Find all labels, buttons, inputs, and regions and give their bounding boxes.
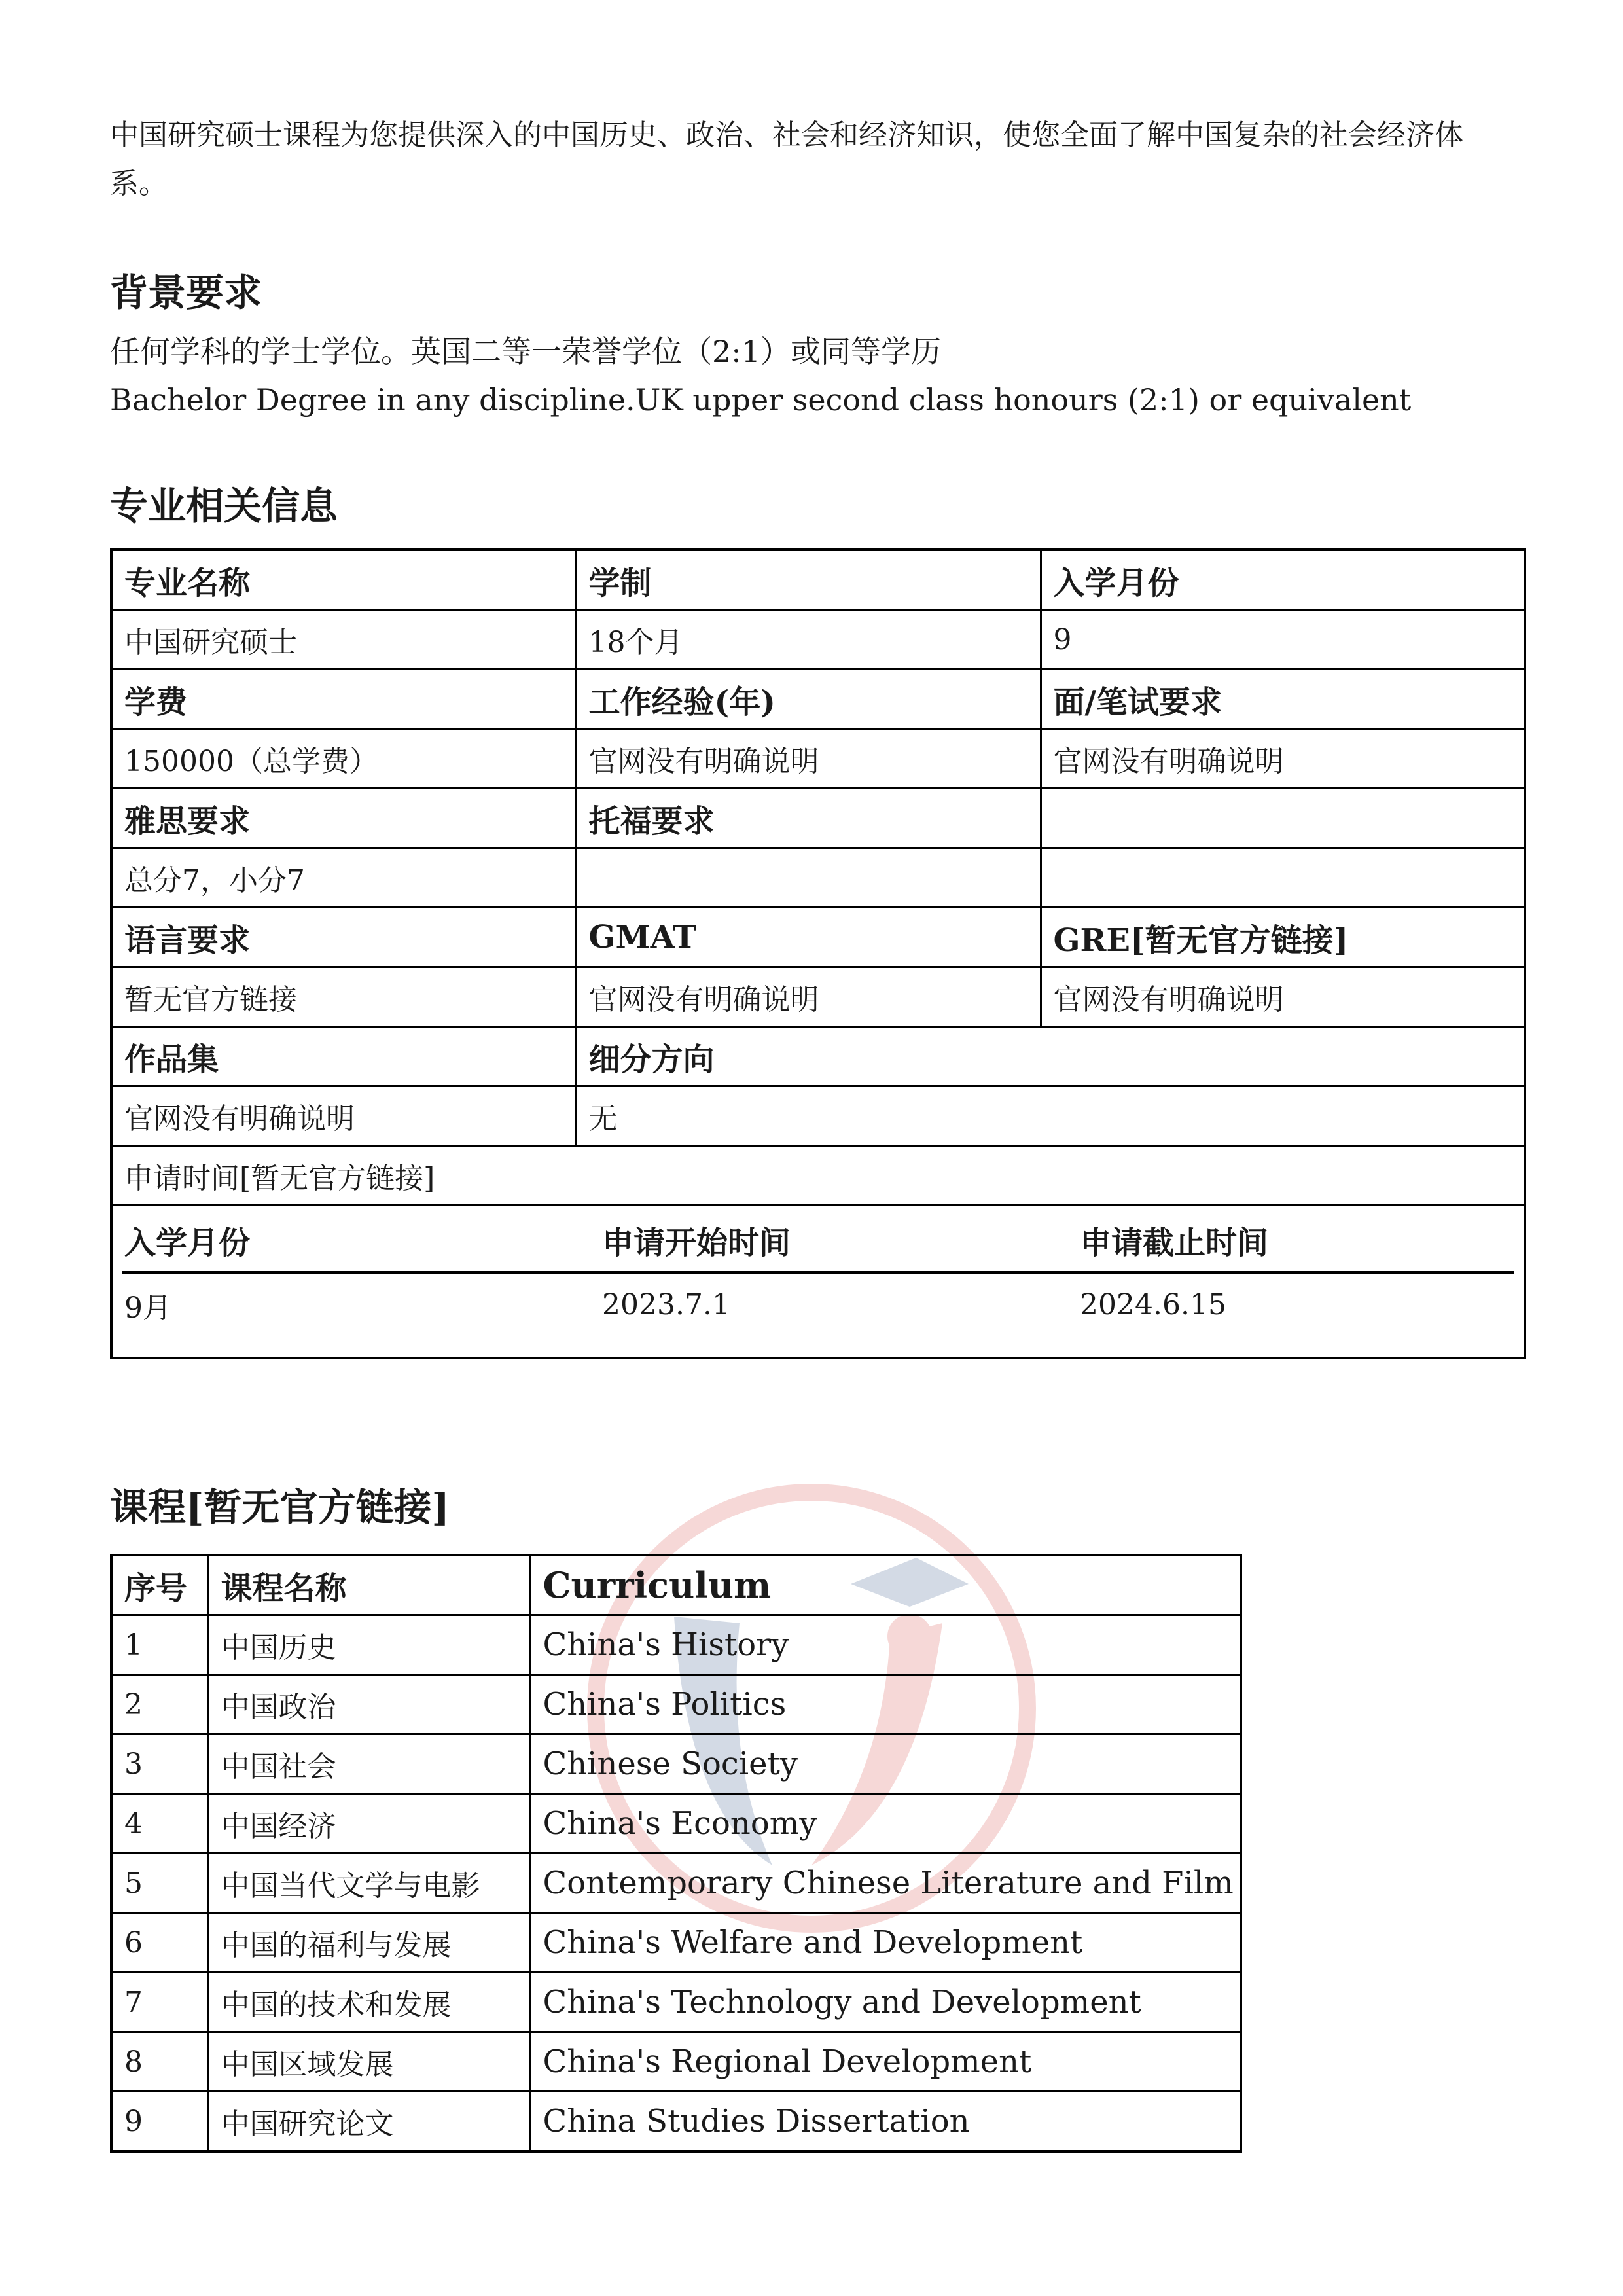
background-en: Bachelor Degree in any discipline.UK upper second class honours (2:1) or equivalent — [110, 382, 1412, 418]
course-number: 1 — [111, 1615, 208, 1675]
table-row — [122, 1209, 1514, 1272]
table-row — [111, 2032, 1241, 2092]
course-name-zh: 中国的福利与发展 — [208, 1913, 530, 1973]
table-row — [111, 2092, 1241, 2152]
course-number: 3 — [111, 1734, 208, 1794]
course-number: 5 — [111, 1854, 208, 1913]
info-cell — [1041, 848, 1525, 908]
info-cell: 入学月份 — [1041, 550, 1525, 610]
course-name-en: Contemporary Chinese Literature and Film — [530, 1854, 1241, 1913]
course-name-en: China's Welfare and Development — [530, 1913, 1241, 1973]
info-cell: 官网没有明确说明 — [1041, 967, 1525, 1027]
course-name-zh: 中国当代文学与电影 — [208, 1854, 530, 1913]
table-row — [111, 1555, 1241, 1615]
table-row — [111, 1086, 1525, 1146]
course-name-en: Chinese Society — [530, 1734, 1241, 1794]
table-row — [111, 670, 1525, 729]
info-cell: 官网没有明确说明 — [111, 1086, 576, 1146]
info-cell: 学制 — [576, 550, 1041, 610]
info-cell: 雅思要求 — [111, 789, 576, 848]
course-name-zh: 中国政治 — [208, 1675, 530, 1734]
info-cell — [1041, 789, 1525, 848]
info-cell: GRE[暂无官方链接] — [1041, 908, 1525, 967]
table-row — [111, 1734, 1241, 1794]
info-title: 专业相关信息 — [110, 484, 338, 528]
info-cell: 作品集 — [111, 1027, 576, 1086]
app-header: 申请开始时间 — [599, 1209, 1077, 1272]
course-name-en: China's Regional Development — [530, 2032, 1241, 2092]
course-name-zh: 中国区域发展 — [208, 2032, 530, 2092]
table-row — [111, 1146, 1525, 1206]
course-name-en: China Studies Dissertation — [530, 2092, 1241, 2152]
background-text — [110, 327, 1411, 424]
intro-paragraph: 中国研究硕士课程为您提供深入的中国历史、政治、社会和经济知识，使您全面了解中国复杂的社会经济体系。 — [110, 118, 1463, 200]
info-cell: 18个月 — [576, 610, 1041, 670]
course-name-zh: 中国经济 — [208, 1794, 530, 1854]
app-header: 申请截止时间 — [1077, 1209, 1514, 1272]
course-name-zh: 中国历史 — [208, 1615, 530, 1675]
table-row — [111, 1973, 1241, 2032]
info-cell: 细分方向 — [576, 1027, 1525, 1086]
app-value: 2024.6.15 — [1080, 1288, 1226, 1321]
table-row — [111, 610, 1525, 670]
background-title: 背景要求 — [110, 270, 262, 315]
table-row — [111, 550, 1525, 610]
info-cell: 官网没有明确说明 — [1041, 729, 1525, 789]
table-row — [111, 1027, 1525, 1086]
info-cell: 总分7，小分7 — [111, 848, 576, 908]
course-name-zh: 中国研究论文 — [208, 2092, 530, 2152]
info-cell: 语言要求 — [111, 908, 576, 967]
table-row — [111, 1615, 1241, 1675]
table-row — [111, 789, 1525, 848]
info-cell: 学费 — [111, 670, 576, 729]
app-value: 9月 — [124, 1291, 171, 1325]
course-table — [110, 1554, 1242, 2153]
app-value: 2023.7.1 — [602, 1288, 730, 1321]
application-time-cell — [111, 1206, 1525, 1359]
table-row — [111, 967, 1525, 1027]
course-number: 4 — [111, 1794, 208, 1854]
table-row — [122, 1272, 1514, 1336]
table-row — [111, 729, 1525, 789]
application-time-table — [122, 1209, 1514, 1336]
course-name-zh: 中国社会 — [208, 1734, 530, 1794]
info-cell: 无 — [576, 1086, 1525, 1146]
info-cell: 官网没有明确说明 — [576, 967, 1041, 1027]
course-name-zh: 中国的技术和发展 — [208, 1973, 530, 2032]
background-zh: 任何学科的学士学位。英国二等一荣誉学位（2:1）或同等学历 — [110, 334, 942, 369]
course-title: 课程[暂无官方链接] — [110, 1485, 450, 1530]
app-header: 入学月份 — [122, 1209, 599, 1272]
info-cell: 面/笔试要求 — [1041, 670, 1525, 729]
course-header: 课程名称 — [208, 1555, 530, 1615]
course-number: 8 — [111, 2032, 208, 2092]
course-number: 7 — [111, 1973, 208, 2032]
course-number: 9 — [111, 2092, 208, 2152]
course-name-en: China's Technology and Development — [530, 1973, 1241, 2032]
info-cell — [576, 848, 1041, 908]
table-row — [111, 908, 1525, 967]
info-cell: 官网没有明确说明 — [576, 729, 1041, 789]
info-cell: 暂无官方链接 — [111, 967, 576, 1027]
course-number: 6 — [111, 1913, 208, 1973]
course-name-en: China's Economy — [530, 1794, 1241, 1854]
info-cell: 专业名称 — [111, 550, 576, 610]
course-number: 2 — [111, 1675, 208, 1734]
info-cell: 托福要求 — [576, 789, 1041, 848]
info-cell: 工作经验(年) — [576, 670, 1041, 729]
course-name-en: China's History — [530, 1615, 1241, 1675]
course-body — [111, 1615, 1241, 2152]
table-row — [111, 1913, 1241, 1973]
course-header: 序号 — [111, 1555, 208, 1615]
program-info-table — [110, 548, 1526, 1359]
info-cell: 中国研究硕士 — [111, 610, 576, 670]
table-row — [111, 1675, 1241, 1734]
info-cell: GMAT — [576, 908, 1041, 967]
application-time-title: 申请时间[暂无官方链接] — [111, 1146, 1525, 1206]
info-cell: 150000（总学费） — [111, 729, 576, 789]
table-row — [111, 848, 1525, 908]
table-row — [111, 1794, 1241, 1854]
table-row — [111, 1206, 1525, 1359]
info-cell: 9 — [1041, 610, 1525, 670]
course-name-en: China's Politics — [530, 1675, 1241, 1734]
course-header: Curriculum — [530, 1555, 1241, 1615]
table-row — [111, 1854, 1241, 1913]
